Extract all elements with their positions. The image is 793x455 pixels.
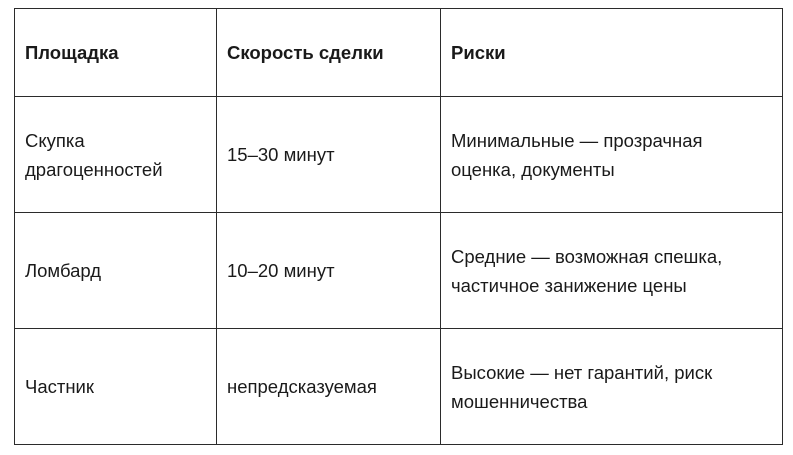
- cell-risks: Средние — возможная спешка, частичное занижение цены: [441, 213, 783, 329]
- table-header-row: [15, 9, 783, 97]
- cell-deal-speed: 10–20 минут: [217, 213, 441, 329]
- cell-deal-speed: 15–30 минут: [217, 97, 441, 213]
- header-platform: Площадка: [15, 9, 217, 97]
- cell-platform: Ломбард: [15, 213, 217, 329]
- cell-platform: Частник: [15, 329, 217, 445]
- cell-deal-speed: непредсказуемая: [217, 329, 441, 445]
- cell-risks: Минимальные — прозрачная оценка, документы: [441, 97, 783, 213]
- header-risks: Риски: [441, 9, 783, 97]
- header-deal-speed: Скорость сделки: [217, 9, 441, 97]
- table-row: [15, 213, 783, 329]
- table-row: [15, 329, 783, 445]
- cell-risks: Высокие — нет гарантий, риск мошенничества: [441, 329, 783, 445]
- comparison-table: [14, 8, 783, 445]
- cell-platform: Скупка драгоценностей: [15, 97, 217, 213]
- table-row: [15, 97, 783, 213]
